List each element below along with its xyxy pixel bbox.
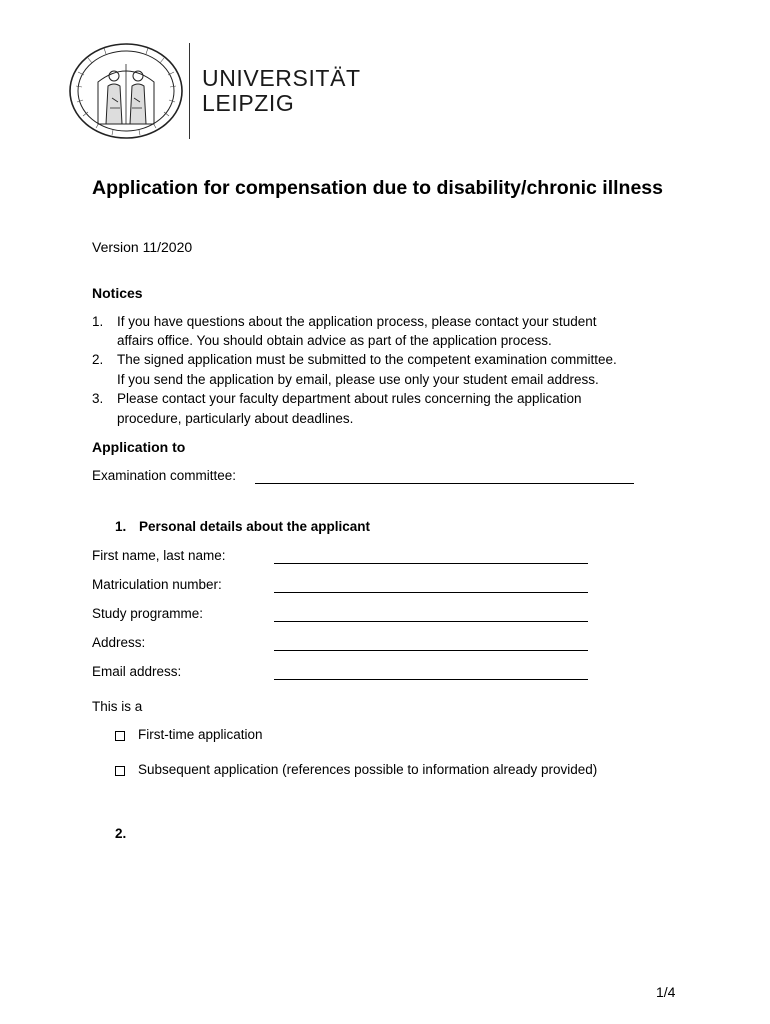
address-field[interactable] <box>274 650 588 651</box>
notice-number: 3. <box>92 391 104 406</box>
logo-divider <box>189 43 190 139</box>
study-programme-label: Study programme: <box>92 606 204 621</box>
subsequent-application-label: Subsequent application (references possible to information already provided) <box>138 762 598 777</box>
notice-text: If you have questions about the application process, please contact your student <box>117 314 597 329</box>
notice-text: affairs office. You should obtain advice as part of the application process. <box>117 333 552 348</box>
notice-text: procedure, particularly about deadlines. <box>117 411 354 426</box>
first-last-name-field[interactable] <box>274 563 588 564</box>
subsequent-application-checkbox[interactable] <box>115 766 125 776</box>
notice-text: The signed application must be submitted to the competent examination committee. <box>117 352 617 367</box>
section-2-number: 2. <box>115 826 127 841</box>
examination-committee-field[interactable] <box>255 483 634 484</box>
first-last-name-label: First name, last name: <box>92 548 226 563</box>
section-1-title: Personal details about the applicant <box>139 519 371 534</box>
email-address-field[interactable] <box>274 679 588 680</box>
notice-text: If you send the application by email, please use only your student email address. <box>117 372 599 387</box>
study-programme-field[interactable] <box>274 621 588 622</box>
logo-text-universitaet: UNIVERSITÄT <box>202 65 361 91</box>
document-title: Application for compensation due to disability/chronic illness <box>92 177 663 199</box>
email-address-label: Email address: <box>92 664 182 679</box>
notices-heading: Notices <box>92 285 143 301</box>
examination-committee-label: Examination committee: <box>92 468 237 483</box>
first-time-application-label: First-time application <box>138 727 263 742</box>
notice-number: 2. <box>92 352 104 367</box>
address-label: Address: <box>92 635 146 650</box>
logo-text-leipzig: LEIPZIG <box>202 90 295 116</box>
first-time-application-checkbox[interactable] <box>115 731 125 741</box>
matriculation-number-label: Matriculation number: <box>92 577 222 592</box>
application-type-label: This is a <box>92 699 143 714</box>
notice-number: 1. <box>92 314 104 329</box>
application-to-heading: Application to <box>92 439 186 455</box>
matriculation-number-field[interactable] <box>274 592 588 593</box>
university-seal-icon <box>68 42 184 140</box>
document-version: Version 11/2020 <box>92 239 193 255</box>
page-number: 1/4 <box>656 984 676 1000</box>
section-1-number: 1. <box>115 519 127 534</box>
notice-text: Please contact your faculty department about rules concerning the application <box>117 391 582 406</box>
